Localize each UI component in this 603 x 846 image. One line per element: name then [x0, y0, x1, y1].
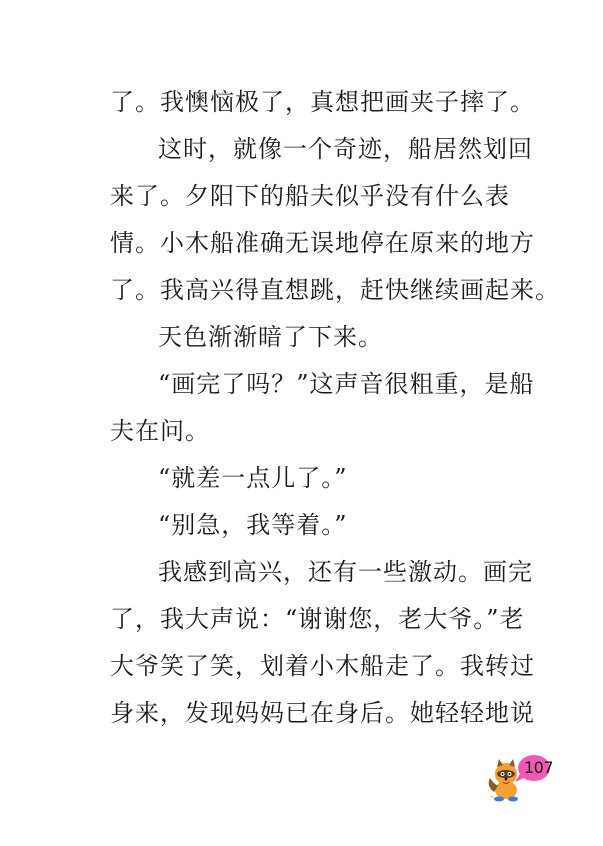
text-line: 天色渐渐暗了下来。 — [158, 323, 383, 351]
text-line: “画完了吗？”这声音很粗重，是船 — [158, 370, 535, 398]
text-line: 大爷笑了笑，划着小木船走了。我转过 — [110, 652, 535, 680]
text-line: 身来，发现妈妈已在身后。她轻轻地说 — [110, 699, 535, 727]
text-line: 了。我高兴得直想跳，赶快继续画起来。 — [110, 276, 560, 304]
text-line: “别急，我等着。” — [158, 511, 348, 539]
text-line: 来了。夕阳下的船夫似乎没有什么表 — [110, 182, 510, 210]
text-line: 情。小木船准确无误地停在原来的地方 — [110, 229, 535, 257]
page-number: 107 — [524, 758, 554, 777]
text-line: 夫在问。 — [110, 417, 210, 445]
text-line: “就差一点儿了。” — [158, 464, 348, 492]
text-line: 这时，就像一个奇迹，船居然划回 — [158, 135, 533, 163]
text-line: 了，我大声说：“谢谢您，老大爷。”老 — [110, 605, 525, 633]
text-line: 了。我懊恼极了，真想把画夹子摔了。 — [110, 88, 535, 116]
text-line: 我感到高兴，还有一些激动。画完 — [158, 558, 533, 586]
